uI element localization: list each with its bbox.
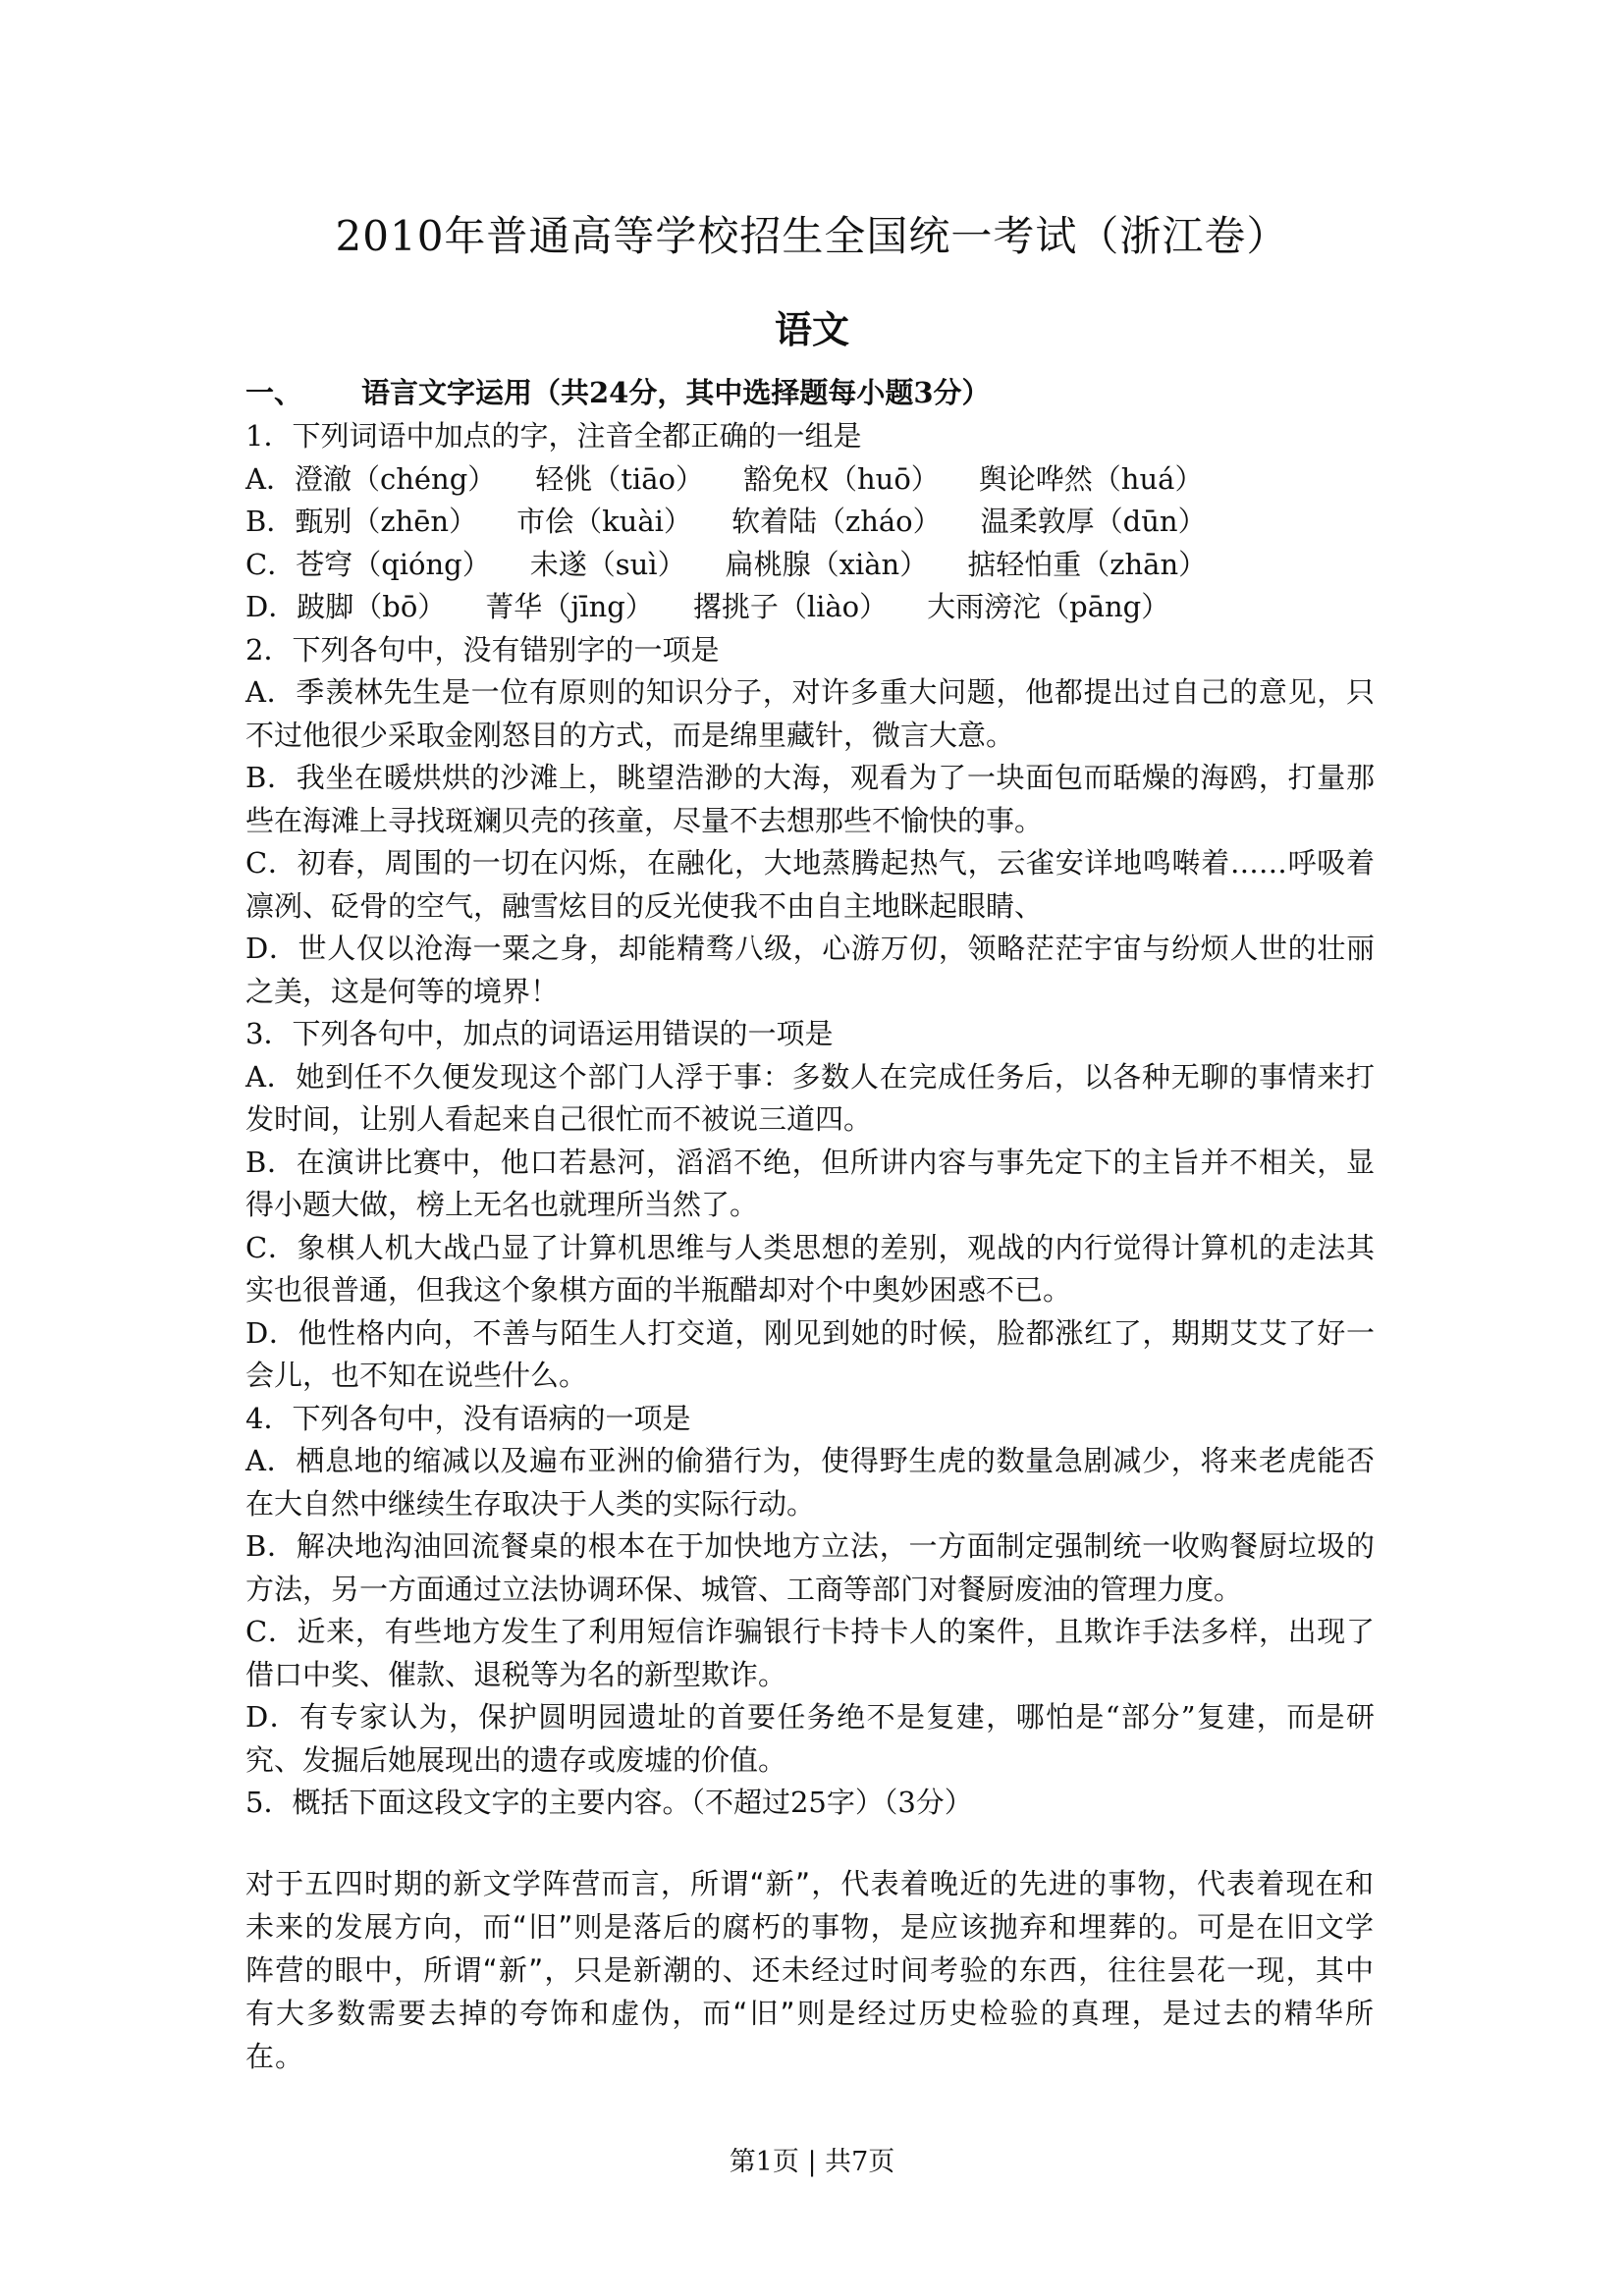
option-word: 大雨滂沱（pāng） [927,590,1170,623]
option-word: 澄澈（chéng） [294,461,497,496]
question-1-option-a [245,458,1375,502]
section-title: 语言文字运用（共24分，其中选择题每小题3分） [361,376,991,409]
question-2-option-d: D．世人仅以沧海一粟之身，却能精骛八级，心游万仞，领略茫茫宇宙与纷烦人世的壮丽之美，这是何等的境界！ [245,932,1375,1008]
section-number: 一、 [245,376,303,409]
option-word: 苍穹（qióng） [296,547,491,581]
question-3-option-c: C．象棋人机大战凸显了计算机思维与人类思想的差别，观战的内行觉得计算机的走法其实也很普通，但我这个象棋方面的半瓶醋却对个中奥妙困惑不已。 [245,1230,1375,1307]
option-word: 扁桃腺（xiàn） [725,547,929,581]
option-word: 市侩（kuài） [516,505,692,538]
option-word: 温柔敦厚（dūn） [980,505,1207,538]
question-3-option-b: B．在演讲比赛中，他口若悬河，滔滔不绝，但所讲内容与事先定下的主旨并不相关，显得小题大做，榜上无名也就理所当然了。 [245,1145,1375,1221]
question-4-option-d: D．有专家认为，保护圆明园遗址的首要任务绝不是复建，哪怕是“部分”复建，而是研究、发掘后她展现出的遗存或废墟的价值。 [245,1700,1375,1777]
question-4-option-b: B．解决地沟油回流餐桌的根本在于加快地方立法，一方面制定强制统一收购餐厨垃圾的方法，另一方面通过立法协调环保、城管、工商等部门对餐厨废油的管理力度。 [245,1529,1375,1606]
option-word: 撂挑子（liào） [692,590,889,623]
option-word: 轻佻（tiāo） [535,461,704,496]
question-5-stem: 5．概括下面这段文字的主要内容。（不超过25字）（3分） [245,1786,973,1819]
question-2-stem: 2．下列各句中，没有错别字的一项是 [245,632,720,667]
question-5-passage: 对于五四时期的新文学阵营而言，所谓“新”，代表着晚近的先进的事物，代表着现在和未来的发展方向，而“旧”则是落后的腐朽的事物，是应该抛弃和埋葬的。可是在旧文学阵营的眼中，所谓“新”，只是新潮的、还未经过时间考验的东西，往往昙花一现，其中有大多数需要去掉的夸饰和虚伪，而“旧”则是经过历史检验的真理，是过去的精华所在。 [245,1866,1375,2073]
option-word: 菁华（jīng） [485,590,654,623]
question-1-option-d [245,586,1375,629]
option-label: D． [245,590,298,623]
option-word: 甄别（zhēn） [295,505,478,538]
subject-title: 语文 [774,307,849,351]
option-word: 跛脚（bō） [297,590,447,623]
question-4-option-c: C．近来，有些地方发生了利用短信诈骗银行卡持卡人的案件，且欺诈手法多样，出现了借口中奖、催款、退税等为名的新型欺诈。 [245,1615,1375,1691]
option-word: 软着陆（zháo） [731,505,942,538]
option-label: A． [245,461,295,496]
option-label: C． [245,547,297,581]
question-1-option-c [245,544,1375,587]
question-4-option-a: A．栖息地的缩减以及遍布亚洲的偷猎行为，使得野生虎的数量急剧减少，将来老虎能否在大自然中继续生存取决于人类的实际行动。 [245,1444,1375,1521]
question-4-stem: 4．下列各句中，没有语病的一项是 [245,1401,691,1435]
exam-content [245,371,1375,2078]
question-3-option-a: A．她到任不久便发现这个部门人浮于事：多数人在完成任务后，以各种无聊的事情来打发时间，让别人看起来自己很忙而不被说三道四。 [245,1059,1375,1136]
option-word: 豁免权（huō） [742,461,940,496]
question-3-stem: 3．下列各句中，加点的词语运用错误的一项是 [245,1017,834,1050]
question-2-option-a: A．季羡林先生是一位有原则的知识分子，对许多重大问题，他都提出过自己的意见，只不过他很少采取金刚怒目的方式，而是绵里藏针，微言大意。 [245,675,1375,752]
question-3-option-d: D．他性格内向，不善与陌生人打交道，刚见到她的时候，脸都涨红了，期期艾艾了好一会儿，也不知在说些什么。 [245,1315,1375,1392]
section-heading [245,371,1375,415]
question-2-option-b: B．我坐在暖烘烘的沙滩上，眺望浩渺的大海，观看为了一块面包而聒燥的海鸥，打量那些在海滩上寻找斑斓贝壳的孩童，尽量不去想那些不愉快的事。 [245,761,1375,837]
question-2-option-c: C．初春，周围的一切在闪烁，在融化，大地蒸腾起热气，云雀安详地鸣啭着……呼吸着凛冽、砭骨的空气，融雪炫目的反光使我不由自主地眯起眼睛、 [245,846,1375,923]
option-word: 未遂（suì） [529,547,686,581]
exam-title: 2010年普通高等学校招生全国统一考试（浙江卷） [335,212,1289,260]
question-1-stem: 1．下列词语中加点的字，注音全都正确的一组是 [245,419,862,453]
option-label: B． [245,505,296,538]
option-word: 舆论哗然（huá） [978,461,1204,496]
question-1-option-b [245,501,1375,544]
option-word: 掂轻怕重（zhān） [967,547,1208,581]
page-number: 第1页 | 共7页 [729,2147,895,2177]
